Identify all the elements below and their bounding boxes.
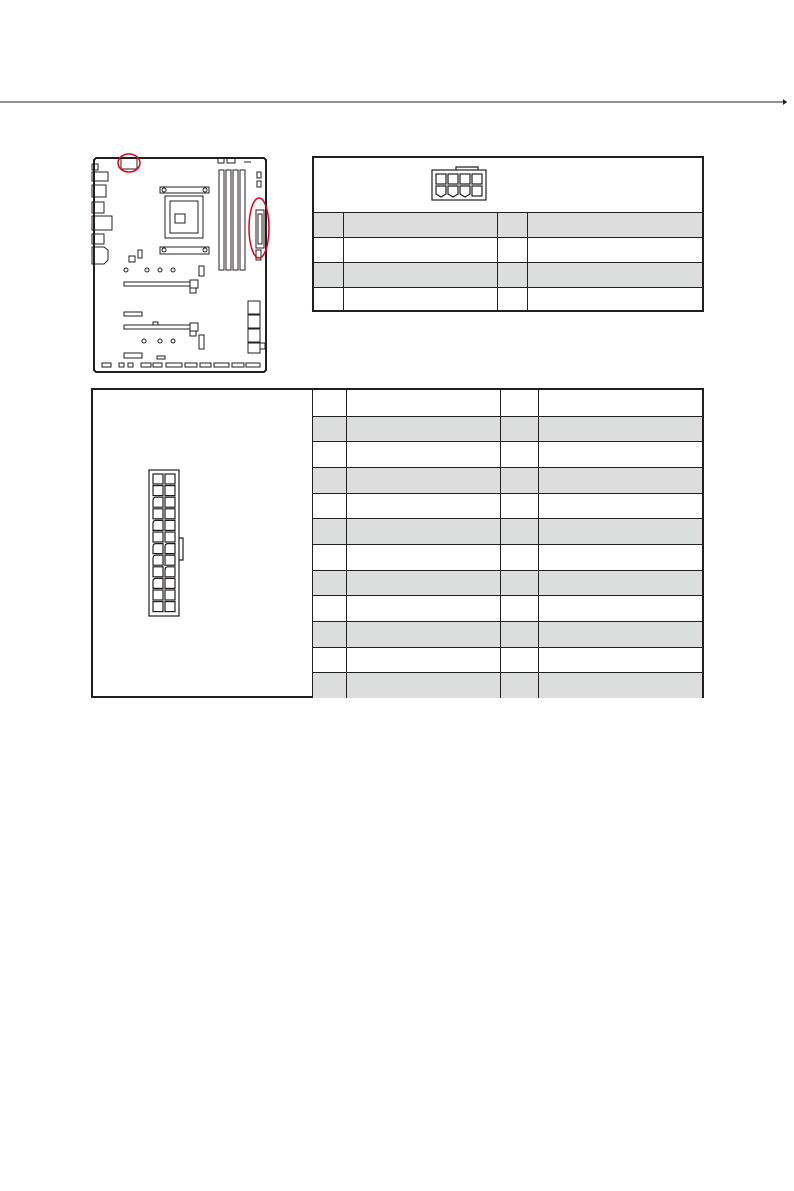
table-cell <box>498 238 528 262</box>
twentyfour-pin-connector-icon <box>93 390 312 696</box>
table-cell <box>313 442 347 467</box>
table-header-row <box>314 212 702 237</box>
table-cell <box>501 390 539 416</box>
table-cell <box>501 545 539 570</box>
table-row <box>313 390 702 416</box>
table-row <box>313 441 702 467</box>
table-row <box>314 237 702 262</box>
table-cell <box>498 263 528 287</box>
table-cell <box>313 596 347 621</box>
table-cell <box>347 468 501 493</box>
table-row <box>313 493 702 519</box>
table-cell <box>313 417 347 442</box>
table-row <box>313 595 702 621</box>
table-cell <box>347 571 501 596</box>
table-cell <box>313 648 347 673</box>
table-row <box>313 544 702 570</box>
atx-power-connector-area <box>93 390 313 696</box>
table-cell <box>539 390 702 416</box>
table-row <box>313 416 702 442</box>
table-row <box>313 570 702 596</box>
header-cell <box>314 213 344 237</box>
header-cell <box>528 213 702 237</box>
table-cell <box>313 673 347 698</box>
header-cell <box>498 213 528 237</box>
table-row <box>313 467 702 493</box>
table-cell <box>347 545 501 570</box>
table-cell <box>539 468 702 493</box>
table-cell <box>313 468 347 493</box>
table-cell <box>347 494 501 519</box>
table-cell <box>347 596 501 621</box>
cpu-power-connector-area <box>314 158 702 212</box>
table-cell <box>539 545 702 570</box>
table-cell <box>498 288 528 312</box>
table-row <box>313 672 702 698</box>
table-cell <box>539 519 702 544</box>
table-cell <box>344 238 498 262</box>
table-cell <box>347 442 501 467</box>
table-row <box>314 287 702 312</box>
table-cell <box>501 673 539 698</box>
table-cell <box>314 238 344 262</box>
table-cell <box>528 288 702 312</box>
table-cell <box>528 263 702 287</box>
top-rule <box>0 0 794 110</box>
table-cell <box>501 622 539 647</box>
table-cell <box>528 238 702 262</box>
table-cell <box>313 390 347 416</box>
table-row <box>313 647 702 673</box>
table-cell <box>313 571 347 596</box>
table-cell <box>347 673 501 698</box>
table-cell <box>539 494 702 519</box>
atx-power-pin-table <box>91 388 704 698</box>
table-cell <box>501 468 539 493</box>
header-cell <box>344 213 498 237</box>
table-cell <box>344 288 498 312</box>
table-cell <box>344 263 498 287</box>
cpu-power-pin-rows <box>314 212 702 312</box>
table-cell <box>539 442 702 467</box>
table-cell <box>313 494 347 519</box>
table-cell <box>314 263 344 287</box>
table-cell <box>347 648 501 673</box>
table-cell <box>501 571 539 596</box>
table-cell <box>501 442 539 467</box>
table-cell <box>501 648 539 673</box>
table-cell <box>539 648 702 673</box>
table-cell <box>539 571 702 596</box>
table-row <box>314 262 702 287</box>
table-row <box>313 621 702 647</box>
table-cell <box>501 494 539 519</box>
table-cell <box>539 596 702 621</box>
table-cell <box>313 545 347 570</box>
table-cell <box>501 417 539 442</box>
cpu-power-pin-table <box>312 156 704 312</box>
table-cell <box>539 622 702 647</box>
table-cell <box>539 417 702 442</box>
atx-power-pin-rows <box>313 390 702 698</box>
table-cell <box>539 673 702 698</box>
table-cell <box>313 519 347 544</box>
table-cell <box>313 622 347 647</box>
eight-pin-connector-icon <box>314 158 702 212</box>
table-cell <box>501 519 539 544</box>
table-cell <box>347 622 501 647</box>
table-cell <box>347 417 501 442</box>
motherboard-diagram <box>86 150 276 378</box>
table-cell <box>347 519 501 544</box>
table-cell <box>347 390 501 416</box>
table-row <box>313 518 702 544</box>
table-cell <box>314 288 344 312</box>
table-cell <box>501 596 539 621</box>
